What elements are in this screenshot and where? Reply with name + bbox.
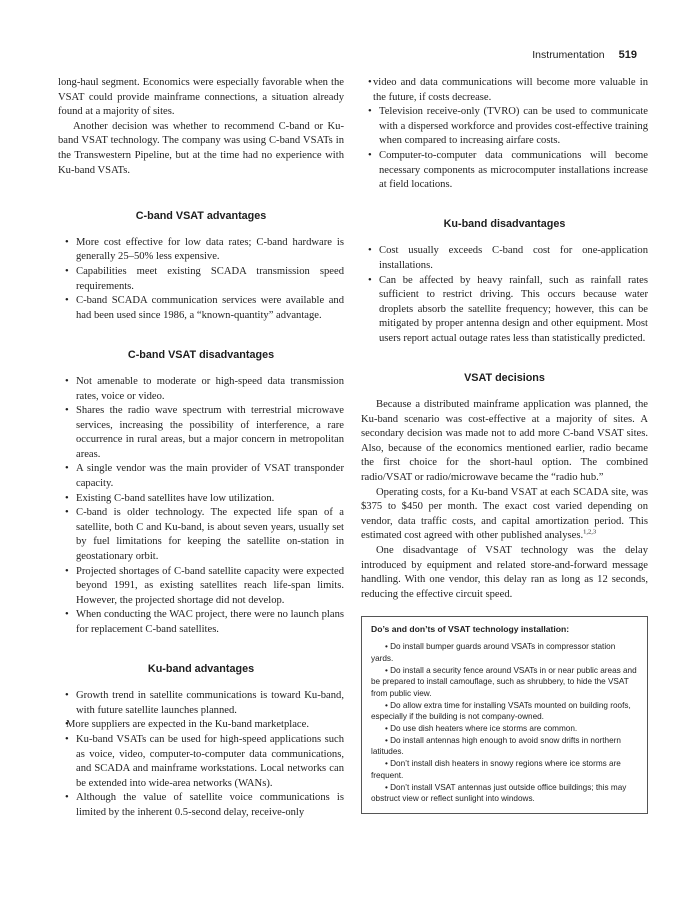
paragraph: One disadvantage of VSAT technology was the delay introduced by equipment and related store-and-forward message handling. With one vendor, this delay ran as long as 12 seconds, reducing the effective circuit speed. [361, 545, 648, 600]
box-title: Do’s and don’ts of VSAT technology installation: [371, 624, 570, 635]
paragraph: long-haul segment. Economics were especially favorable when the VSAT could provide mainframe connections, a situation already found at a majority of sites. [58, 77, 344, 118]
list-item: • More suppliers are expected in the Ku-band marketplace. [58, 718, 344, 733]
list-item: • When conducting the WAC project, there were no launch plans for replacement C-band satellites. [58, 608, 344, 637]
page-number: 519 [618, 49, 637, 61]
list-item: • Ku-band VSATs can be used for high-speed applications such as voice, video, computer-to-computer data communications, and SCADA and mainframe workstations. Local networks can be extended into wide-area networks (WANs). [58, 733, 344, 791]
bullet-list [58, 236, 344, 324]
box-item: • Don’t install dish heaters in snowy regions where ice storms are frequent. [371, 759, 621, 780]
paragraph: Because a distributed mainframe application was planned, the Ku-band scenario was cost-effective at a majority of sites. A secondary decision was made not to add more C-band VSAT sites. Also, because of the economics mentioned earlier, radio became the first choice for the short-haul option. The combined radio/VSAT or radio/microwave became the “radio hub.” [361, 399, 648, 484]
list-item: • Projected shortages of C-band satellite capacity were expected beyond 1991, as existing satellites reach life-span limits. However, the projected shortage did not develop. [58, 565, 344, 609]
list-item: • Growth trend in satellite communications is toward Ku-band, with future satellite launches planned. [58, 689, 344, 718]
running-header [532, 49, 637, 61]
bullet-list [361, 244, 648, 346]
list-item: • Not amenable to moderate or high-speed data transmission rates, voice or video. [58, 375, 344, 404]
sidebar-box [361, 616, 648, 814]
section-heading: Ku-band advantages [147, 662, 255, 675]
section-heading: Ku-band disadvantages [443, 217, 566, 230]
list-item: • Shares the radio wave spectrum with terrestrial microwave services, increasing the possibility of interference, a rare occurrence in rural areas, but a major concern in metropolitan areas. [58, 404, 344, 462]
box-item: • Don’t install VSAT antennas just outside office buildings; this may obstruct view or reflect sunlight into windows. [371, 782, 627, 804]
list-item-continued: • video and data communications will become more valuable in the future, if costs decrease. [361, 76, 648, 105]
right-column [361, 76, 648, 814]
section-heading: VSAT decisions [464, 371, 545, 384]
section-title: Instrumentation [532, 49, 605, 61]
list-item: • C-band is older technology. The expected life span of a satellite, both C and Ku-band, is about seven years, usually set by fuel limitations for keeping the satellite on-station in geostationary orbit. [58, 506, 344, 564]
paragraph: Another decision was whether to recommend C-band or Ku-band VSAT technology. The company was using C-band VSATs in the Transwestern Pipeline, but at the time had no experience with Ku-band VSATs. [58, 120, 344, 176]
list-item: • Although the value of satellite voice communications is limited by the inherent 0.5-second delay, receive-only [58, 791, 344, 820]
section-heading: C-band VSAT advantages [135, 210, 267, 223]
list-item: • Can be affected by heavy rainfall, such as rainfall rates sufficient to restrict driving. This occurs because water droplets absorb the satellite frequency; however, this can be mitigated by proper antenna design and other equipment. Most users report actual outage rates less than statistically predicted. [361, 274, 648, 347]
list-item: • Computer-to-computer data communications will become necessary components as microcomputer installations increase at field locations. [361, 149, 648, 193]
list-item: • Television receive-only (TVRO) can be used to communicate with a dispersed workforce and provides cost-effective training when compared to increasing airfare costs. [361, 105, 648, 149]
box-item: • Do install bumper guards around VSATs in compressor station yards. [371, 642, 616, 663]
bullet-list [361, 76, 648, 193]
list-item: • C-band SCADA communication services were available and had been used since 1986, a “known-quantity” advantage. [58, 294, 344, 323]
list-item: • Cost usually exceeds C-band cost for one-application installations. [361, 244, 648, 273]
paragraph [361, 486, 648, 544]
box-item: • Do install antennas high enough to avoid snow drifts in northern latitudes. [371, 735, 621, 757]
list-item: • Capabilities meet existing SCADA transmission speed requirements. [58, 265, 344, 294]
list-item: • A single vendor was the main provider of VSAT transponder capacity. [58, 462, 344, 491]
bullet-list [58, 689, 344, 820]
bullet-list [58, 375, 344, 638]
list-item: • Existing C-band satellites have low utilization. [58, 492, 344, 507]
list-item: • More cost effective for low data rates; C-band hardware is generally 25–50% less expensive. [58, 236, 344, 265]
box-item: • Do allow extra time for installing VSATs mounted on building roofs, especially if the building is not company-owned. [371, 700, 631, 722]
box-item: • Do use dish heaters where ice storms are common. [385, 724, 578, 734]
section-heading: C-band VSAT disadvantages [127, 349, 275, 362]
reference-superscript: 1,2,3 [583, 528, 597, 536]
box-item: • Do install a security fence around VSATs in or near public areas and be prepared to install camouflage, such as shrubbery, to hide the VSAT from public view. [371, 665, 637, 698]
left-column [58, 76, 344, 821]
paragraph-text: Operating costs, for a Ku-band VSAT at each SCADA site, was $375 to $450 per month. The exact cost varied depending on vendor, data traffic costs, and capital amortization period. This estimated cost agreed with other published analyses. [361, 486, 648, 542]
